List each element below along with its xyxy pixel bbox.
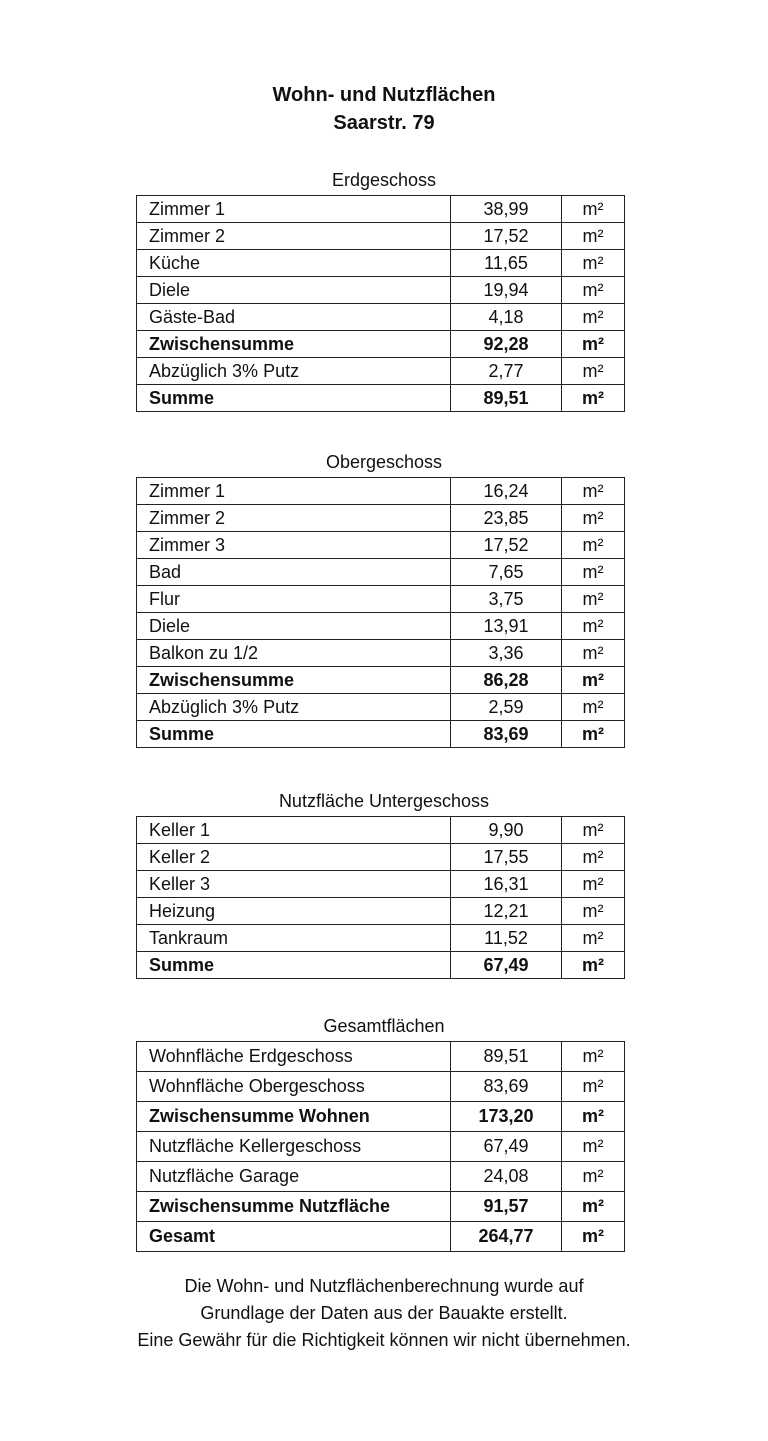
row-label: Summe (137, 952, 451, 979)
table-row (137, 1042, 625, 1072)
table-row (137, 1132, 625, 1162)
subtotal-row (137, 667, 625, 694)
row-unit: m² (562, 277, 625, 304)
row-label: Diele (137, 613, 451, 640)
row-label: Zimmer 1 (137, 478, 451, 505)
row-value: 7,65 (451, 559, 562, 586)
row-unit: m² (562, 952, 625, 979)
table-row (137, 223, 625, 250)
row-value: 3,75 (451, 586, 562, 613)
row-value: 67,49 (451, 1132, 562, 1162)
table-row (137, 532, 625, 559)
table-row (137, 505, 625, 532)
row-label: Zimmer 3 (137, 532, 451, 559)
row-value: 264,77 (451, 1222, 562, 1252)
row-unit: m² (562, 250, 625, 277)
row-value: 19,94 (451, 277, 562, 304)
row-label: Keller 1 (137, 817, 451, 844)
row-label: Keller 3 (137, 871, 451, 898)
row-label: Diele (137, 277, 451, 304)
total-row (137, 952, 625, 979)
table-gesamt (136, 1041, 625, 1252)
row-unit: m² (562, 1072, 625, 1102)
row-label: Gäste-Bad (137, 304, 451, 331)
row-value: 83,69 (451, 1072, 562, 1102)
row-label: Abzüglich 3% Putz (137, 694, 451, 721)
row-unit: m² (562, 223, 625, 250)
row-value: 4,18 (451, 304, 562, 331)
disclaimer-line: Eine Gewähr für die Richtigkeit können wir nicht übernehmen. (137, 1330, 631, 1350)
table-row (137, 478, 625, 505)
total-row (137, 721, 625, 748)
subtotal-row (137, 331, 625, 358)
table-row (137, 694, 625, 721)
table-row (137, 358, 625, 385)
row-label: Zwischensumme (137, 667, 451, 694)
row-value: 2,77 (451, 358, 562, 385)
row-value: 2,59 (451, 694, 562, 721)
row-unit: m² (562, 505, 625, 532)
row-label: Zimmer 2 (137, 505, 451, 532)
row-unit: m² (562, 358, 625, 385)
row-label: Nutzfläche Garage (137, 1162, 451, 1192)
row-unit: m² (562, 304, 625, 331)
disclaimer-line: Grundlage der Daten aus der Bauakte erstellt. (200, 1303, 568, 1323)
row-value: 67,49 (451, 952, 562, 979)
row-value: 89,51 (451, 1042, 562, 1072)
row-label: Nutzfläche Kellergeschoss (137, 1132, 451, 1162)
row-unit: m² (562, 667, 625, 694)
table-row (137, 304, 625, 331)
row-label: Heizung (137, 898, 451, 925)
subtotal-row (137, 1192, 625, 1222)
table-row (137, 586, 625, 613)
row-value: 91,57 (451, 1192, 562, 1222)
row-unit: m² (562, 478, 625, 505)
row-value: 83,69 (451, 721, 562, 748)
row-value: 16,31 (451, 871, 562, 898)
row-label: Zwischensumme Wohnen (137, 1102, 451, 1132)
row-value: 9,90 (451, 817, 562, 844)
row-unit: m² (562, 1192, 625, 1222)
row-label: Flur (137, 586, 451, 613)
row-label: Bad (137, 559, 451, 586)
row-value: 11,52 (451, 925, 562, 952)
row-value: 3,36 (451, 640, 562, 667)
row-value: 173,20 (451, 1102, 562, 1132)
table-erdgeschoss (136, 195, 625, 412)
row-unit: m² (562, 721, 625, 748)
row-label: Wohnfläche Obergeschoss (137, 1072, 451, 1102)
table-row (137, 613, 625, 640)
row-label: Zimmer 1 (137, 196, 451, 223)
table-row (137, 871, 625, 898)
row-value: 16,24 (451, 478, 562, 505)
row-label: Wohnfläche Erdgeschoss (137, 1042, 451, 1072)
total-row (137, 1222, 625, 1252)
row-label: Tankraum (137, 925, 451, 952)
row-label: Zimmer 2 (137, 223, 451, 250)
row-unit: m² (562, 871, 625, 898)
table-row (137, 817, 625, 844)
row-unit: m² (562, 613, 625, 640)
row-value: 17,52 (451, 532, 562, 559)
table-row (137, 1072, 625, 1102)
section-title-obergeschoss: Obergeschoss (325, 452, 443, 472)
row-value: 12,21 (451, 898, 562, 925)
row-label: Zwischensumme (137, 331, 451, 358)
row-unit: m² (562, 1132, 625, 1162)
section-title-erdgeschoss: Erdgeschoss (331, 170, 437, 190)
row-unit: m² (562, 898, 625, 925)
section-title-untergeschoss: Nutzfläche Untergeschoss (278, 791, 490, 811)
row-unit: m² (562, 1222, 625, 1252)
table-row (137, 196, 625, 223)
row-unit: m² (562, 694, 625, 721)
row-unit: m² (562, 331, 625, 358)
document-title: Wohn- und Nutzflächen (272, 84, 496, 106)
row-unit: m² (562, 385, 625, 412)
row-unit: m² (562, 196, 625, 223)
row-unit: m² (562, 532, 625, 559)
row-value: 17,55 (451, 844, 562, 871)
table-row (137, 844, 625, 871)
row-value: 23,85 (451, 505, 562, 532)
row-unit: m² (562, 1042, 625, 1072)
row-unit: m² (562, 844, 625, 871)
row-label: Keller 2 (137, 844, 451, 871)
row-value: 11,65 (451, 250, 562, 277)
row-label: Summe (137, 721, 451, 748)
row-value: 13,91 (451, 613, 562, 640)
row-value: 86,28 (451, 667, 562, 694)
row-value: 17,52 (451, 223, 562, 250)
table-row (137, 559, 625, 586)
row-label: Balkon zu 1/2 (137, 640, 451, 667)
row-unit: m² (562, 640, 625, 667)
row-unit: m² (562, 586, 625, 613)
table-row (137, 898, 625, 925)
row-value: 89,51 (451, 385, 562, 412)
row-label: Zwischensumme Nutzfläche (137, 1192, 451, 1222)
row-unit: m² (562, 817, 625, 844)
row-value: 92,28 (451, 331, 562, 358)
disclaimer-line: Die Wohn- und Nutzflächenberechnung wurde auf (184, 1276, 584, 1296)
document-address: Saarstr. 79 (333, 112, 435, 134)
table-row (137, 640, 625, 667)
table-obergeschoss (136, 477, 625, 748)
subtotal-row (137, 1102, 625, 1132)
row-unit: m² (562, 559, 625, 586)
row-unit: m² (562, 925, 625, 952)
table-row (137, 1162, 625, 1192)
table-row (137, 277, 625, 304)
row-value: 38,99 (451, 196, 562, 223)
row-unit: m² (562, 1162, 625, 1192)
row-unit: m² (562, 1102, 625, 1132)
table-untergeschoss (136, 816, 625, 979)
row-label: Küche (137, 250, 451, 277)
disclaimer (0, 1273, 768, 1354)
table-row (137, 250, 625, 277)
row-label: Summe (137, 385, 451, 412)
row-label: Abzüglich 3% Putz (137, 358, 451, 385)
row-label: Gesamt (137, 1222, 451, 1252)
section-title-gesamt: Gesamtflächen (323, 1016, 445, 1036)
total-row (137, 385, 625, 412)
row-value: 24,08 (451, 1162, 562, 1192)
table-row (137, 925, 625, 952)
